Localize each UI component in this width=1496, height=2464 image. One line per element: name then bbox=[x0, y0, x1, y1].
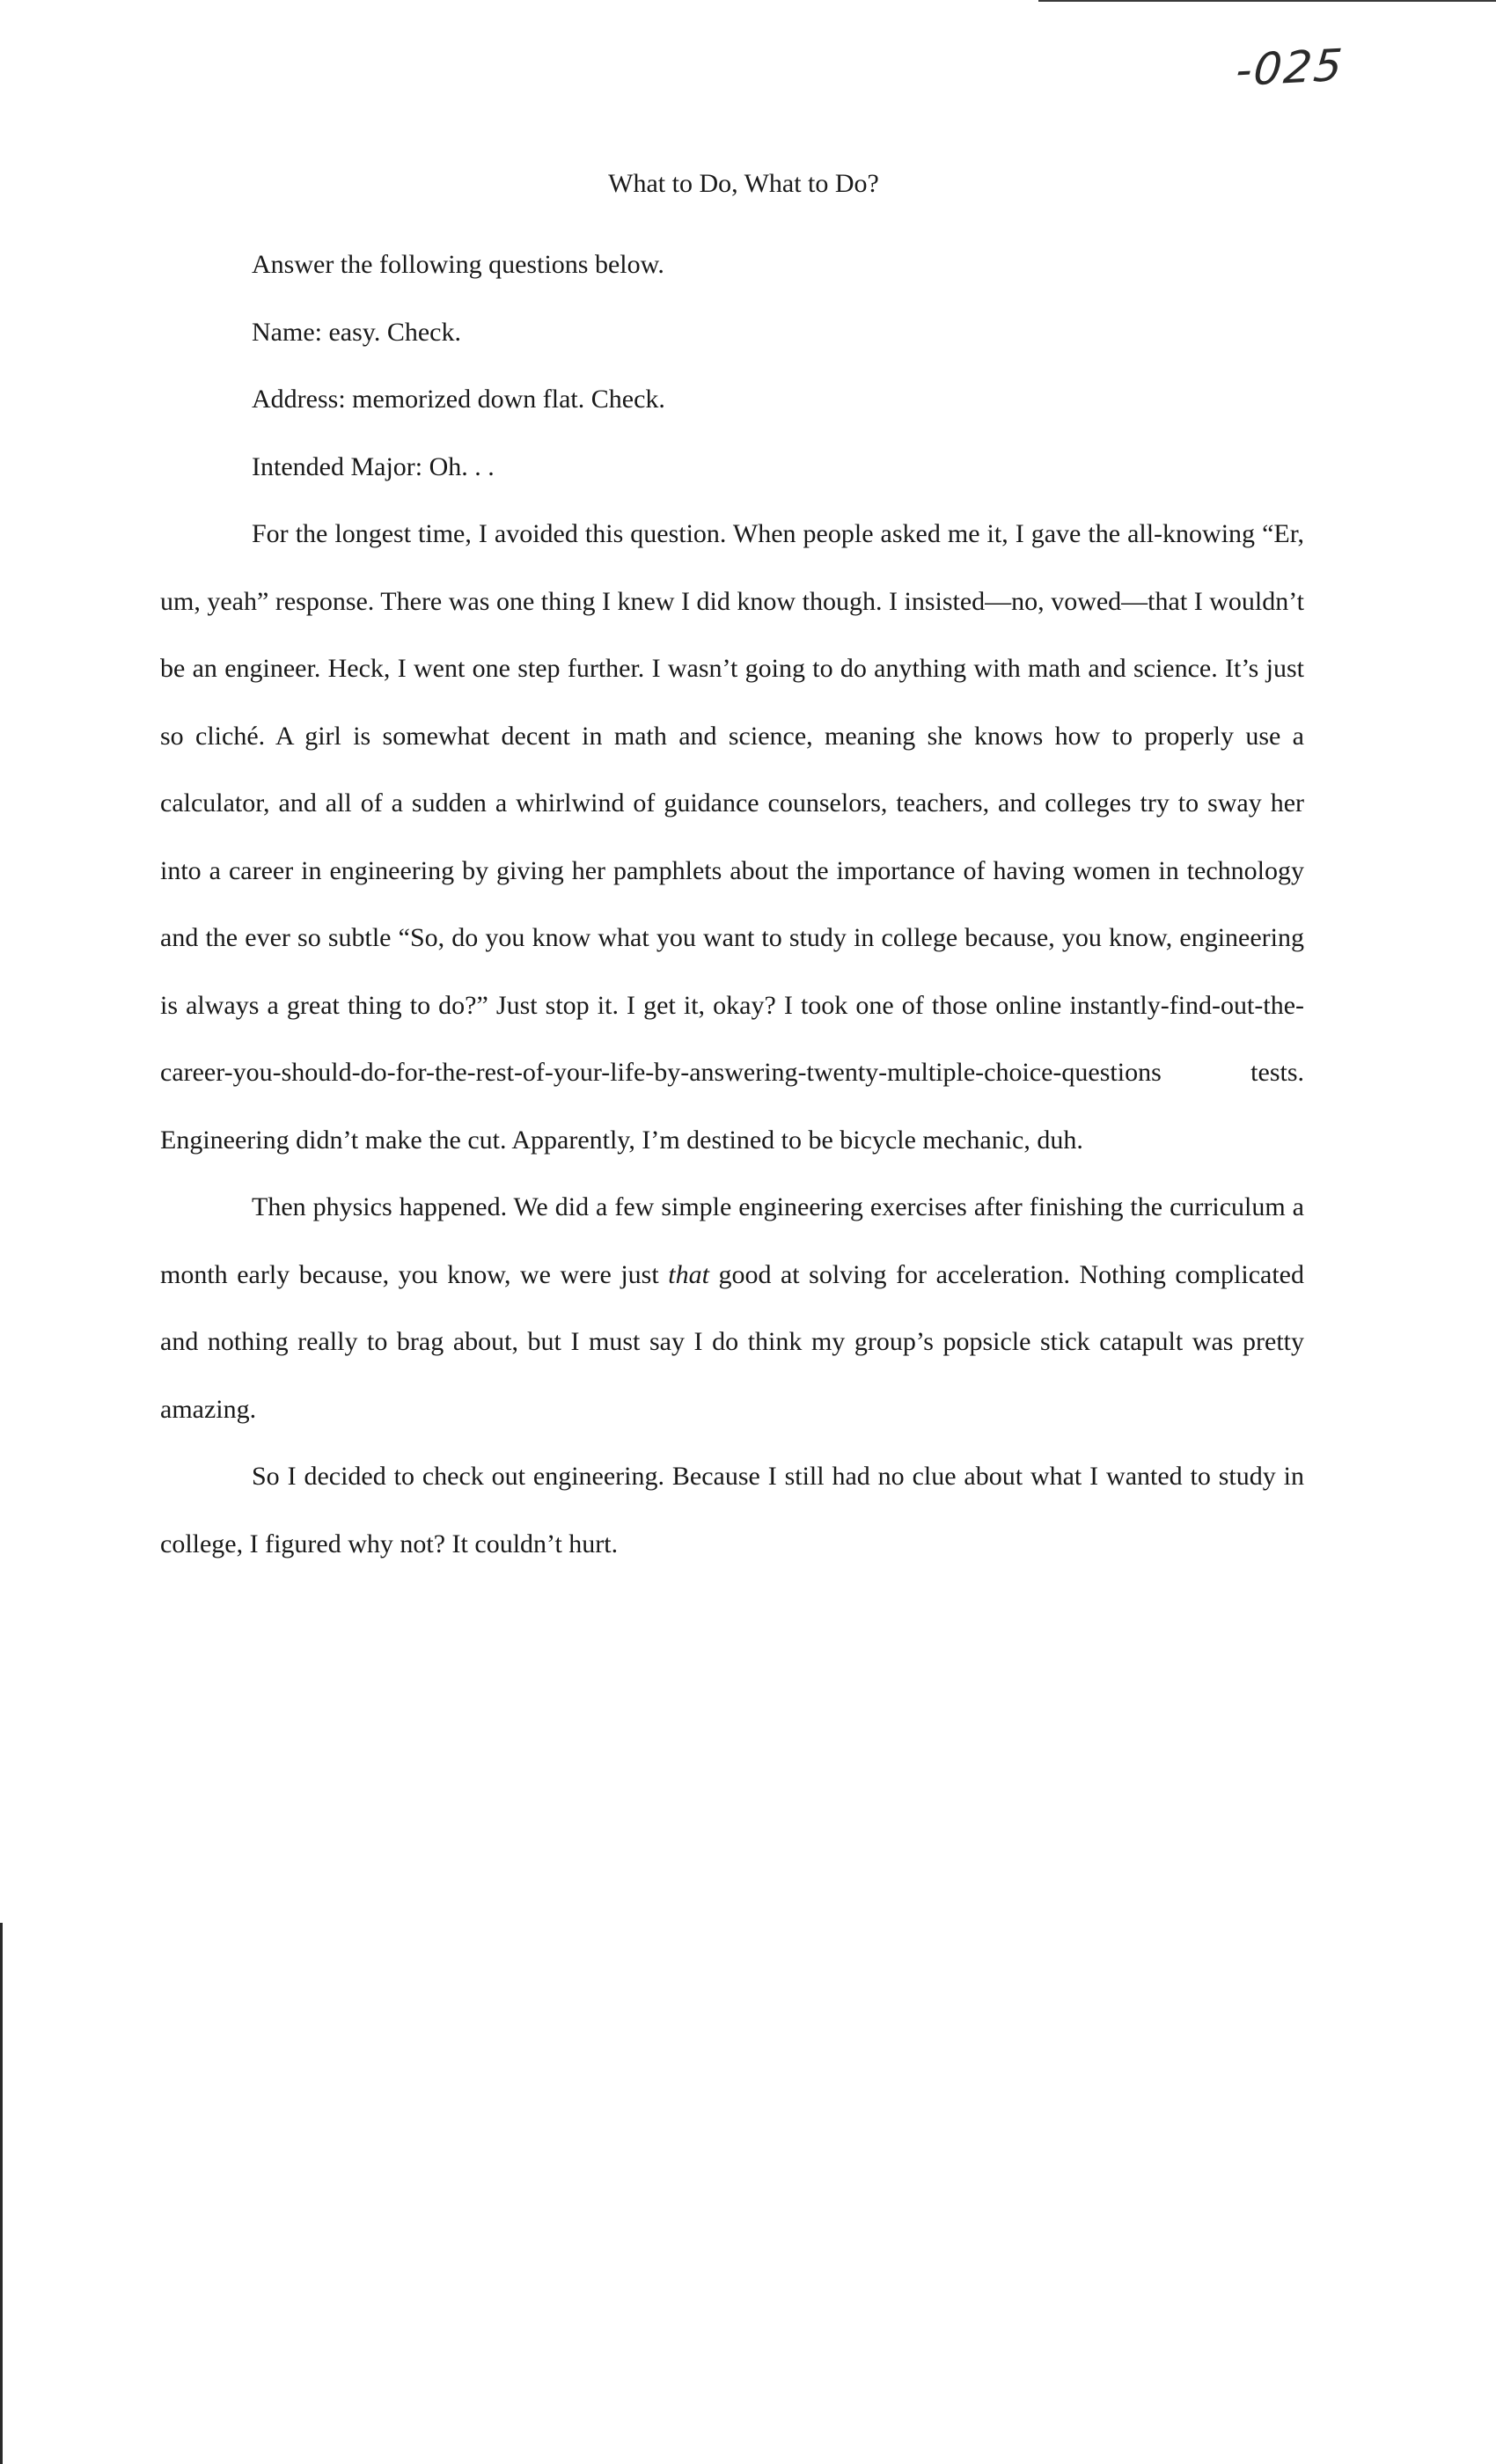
paragraph-2-end: good at solving for acceleration. Nothing complicated and nothing really to brag about, but I must say I do think my group’s popsicle stick catapult was pretty amazing. bbox=[160, 1259, 1304, 1424]
instruction-line: Answer the following questions below. bbox=[252, 250, 664, 279]
address-line: Address: memorized down flat. Check. bbox=[252, 385, 665, 414]
scan-edge-top bbox=[1038, 0, 1496, 2]
major-line: Intended Major: Oh. . . bbox=[252, 451, 495, 481]
paragraph-1: For the longest time, I avoided this question. When people asked me it, I gave the all-knowing “Er, um, yeah” response. There was one thing I knew I did know though. I insisted—no, vowed—that I wouldn’t be an engineer. Heck, I went one step further. I wasn’t going to do anything with math and science. It’s just so cliché. A girl is somewhat decent in math and science, meaning she knows how to properly use a calculator, and all of a sudden a whirlwind of guidance counselors, teachers, and colleges try to sway her into a career in engineering by giving her pamphlets about the importance of having women in technology and the ever so subtle “So, do you know what you want to study in college because, you know, engineering is always a great thing to do?” Just stop it. I get it, okay? I took one of those online instantly-find-out-the-career-you-should-do-for-the-rest-of-your-life-by-answering-twenty-multiple-choice-questions tests. Engineering didn’t make the cut. Apparently, I’m destined to be bicycle mechanic, duh. bbox=[160, 519, 1304, 1155]
paragraph-2 bbox=[160, 1174, 1304, 1443]
handwritten-page-number: -025 bbox=[1234, 39, 1346, 97]
name-line: Name: easy. Check. bbox=[252, 317, 461, 347]
paragraph-3: So I decided to check out engineering. Because I still had no clue about what I wanted to study in college, I figured why not? It couldn’t hurt. bbox=[160, 1462, 1304, 1558]
essay-title: What to Do, What to Do? bbox=[608, 169, 879, 198]
paragraph-2-emphasis: that bbox=[668, 1259, 709, 1289]
scan-edge-left bbox=[0, 1923, 3, 2464]
paragraph-2-start: Then physics happened. We did a few simple engineering exercises after finishing the curriculum a month early because, you know, we were just bbox=[160, 1192, 1304, 1289]
essay-body bbox=[160, 231, 1304, 1578]
